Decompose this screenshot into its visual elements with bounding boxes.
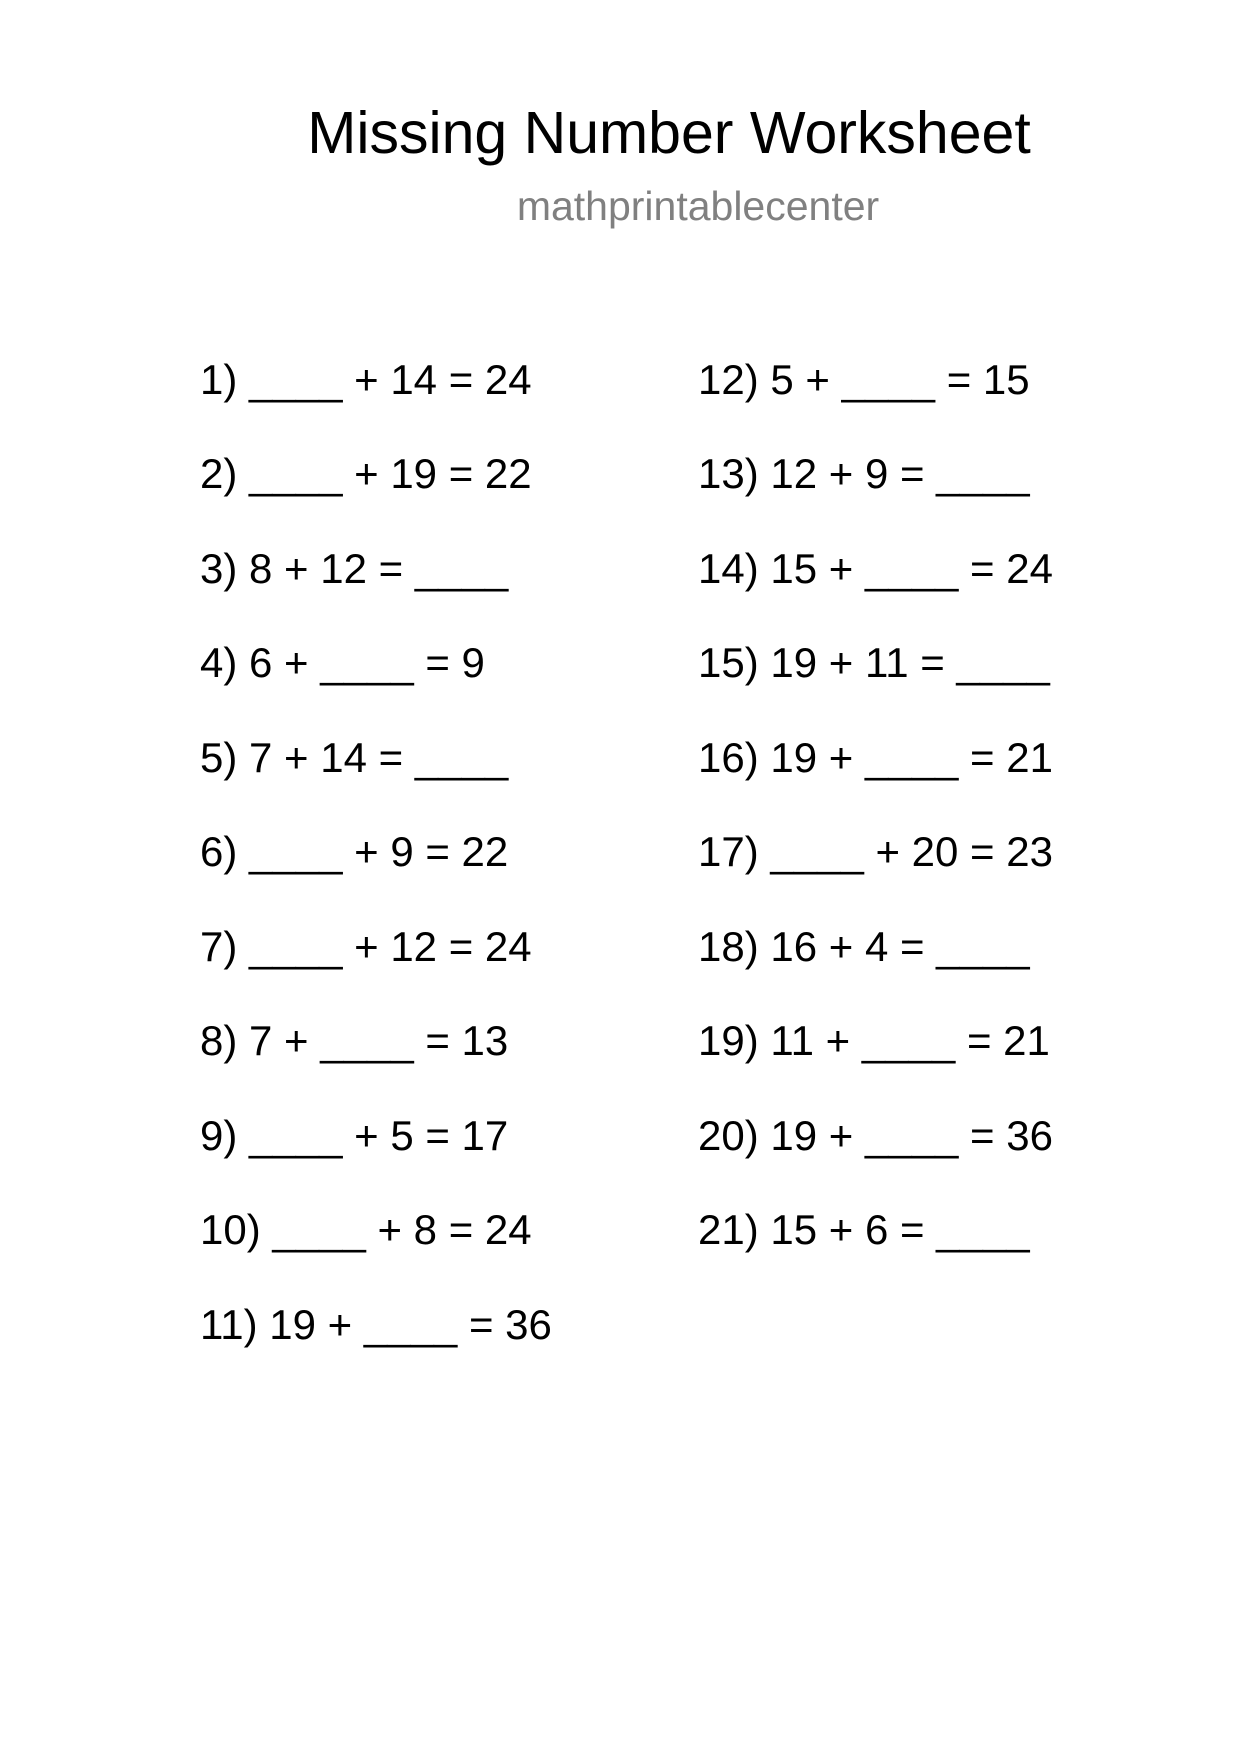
problem-13: 13) 12 + 9 = ____ [698, 450, 1030, 497]
problem-16: 16) 19 + ____ = 21 [698, 734, 1053, 781]
problem-4: 4) 6 + ____ = 9 [200, 639, 485, 686]
problem-19: 19) 11 + ____ = 21 [698, 1017, 1050, 1064]
problem-15: 15) 19 + 11 = ____ [698, 639, 1050, 686]
problem-8: 8) 7 + ____ = 13 [200, 1017, 509, 1064]
problem-17: 17) ____ + 20 = 23 [698, 828, 1053, 875]
worksheet-subtitle: mathprintablecenter [516, 183, 880, 229]
problem-9: 9) ____ + 5 = 17 [200, 1112, 509, 1159]
problem-11: 11) 19 + ____ = 36 [200, 1301, 552, 1348]
problem-6: 6) ____ + 9 = 22 [200, 828, 509, 875]
problem-14: 14) 15 + ____ = 24 [698, 545, 1053, 592]
problem-1: 1) ____ + 14 = 24 [200, 356, 532, 403]
problem-5: 5) 7 + 14 = ____ [200, 734, 509, 781]
problem-3: 3) 8 + 12 = ____ [200, 545, 509, 592]
problem-10: 10) ____ + 8 = 24 [200, 1206, 532, 1253]
problem-2: 2) ____ + 19 = 22 [200, 450, 532, 497]
problem-21: 21) 15 + 6 = ____ [698, 1206, 1030, 1253]
problem-20: 20) 19 + ____ = 36 [698, 1112, 1053, 1159]
worksheet-title: Missing Number Worksheet [307, 100, 1031, 166]
problem-7: 7) ____ + 12 = 24 [200, 923, 532, 970]
problem-18: 18) 16 + 4 = ____ [698, 923, 1030, 970]
problem-12: 12) 5 + ____ = 15 [698, 356, 1030, 403]
